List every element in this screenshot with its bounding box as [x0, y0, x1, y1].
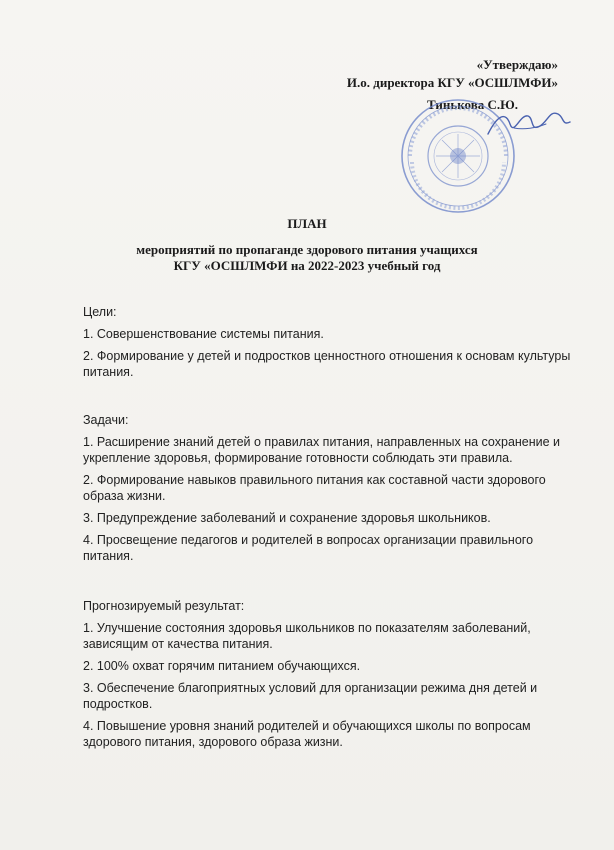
task-item: 3. Предупреждение заболеваний и сохранение здоровья школьников. — [83, 511, 491, 525]
task-item: 2. Формирование навыков правильного питания как составной части здорового образа жизни. — [83, 473, 546, 503]
document-title — [0, 216, 614, 274]
result-item: 3. Обеспечение благоприятных условий для организации режима дня детей и подростков. — [83, 681, 538, 711]
result-item: 1. Улучшение состояния здоровья школьников по показателям заболеваний, зависящим от качества питания. — [83, 621, 531, 651]
approval-line-3: Тинькова С.Ю. — [427, 97, 518, 112]
title-subtitle-line-1: мероприятий по пропаганде здорового питания учащихся — [136, 242, 478, 257]
tasks-heading: Задачи: — [83, 413, 129, 427]
task-item: 4. Просвещение педагогов и родителей в вопросах организации правильного питания. — [83, 533, 534, 563]
title-subtitle-line-2: КГУ «ОСШЛМФИ на 2022-2023 учебный год — [173, 258, 441, 273]
result-item: 2. 100% охват горячим питанием обучающихся. — [83, 659, 361, 673]
task-item: 1. Расширение знаний детей о правилах питания, направленных на сохранение и укрепление здоровья, формирование готовности соблюдать эти правила. — [83, 435, 561, 465]
title-plan: ПЛАН — [287, 216, 327, 231]
document-body — [83, 304, 573, 756]
goal-item: 2. Формирование у детей и подростков ценностного отношения к основам культуры питания. — [83, 349, 571, 379]
results-heading: Прогнозируемый результат: — [83, 599, 245, 613]
approval-line-2: И.о. директора КГУ «ОСШЛМФИ» — [346, 75, 558, 90]
approval-line-1: «Утверждаю» — [476, 57, 558, 72]
goal-item: 1. Совершенствование системы питания. — [83, 327, 324, 341]
goals-heading: Цели: — [83, 305, 117, 319]
handwritten-signature — [484, 104, 574, 144]
result-item: 4. Повышение уровня знаний родителей и обучающихся школы по вопросам здорового питания, здорового образа жизни. — [83, 719, 531, 749]
